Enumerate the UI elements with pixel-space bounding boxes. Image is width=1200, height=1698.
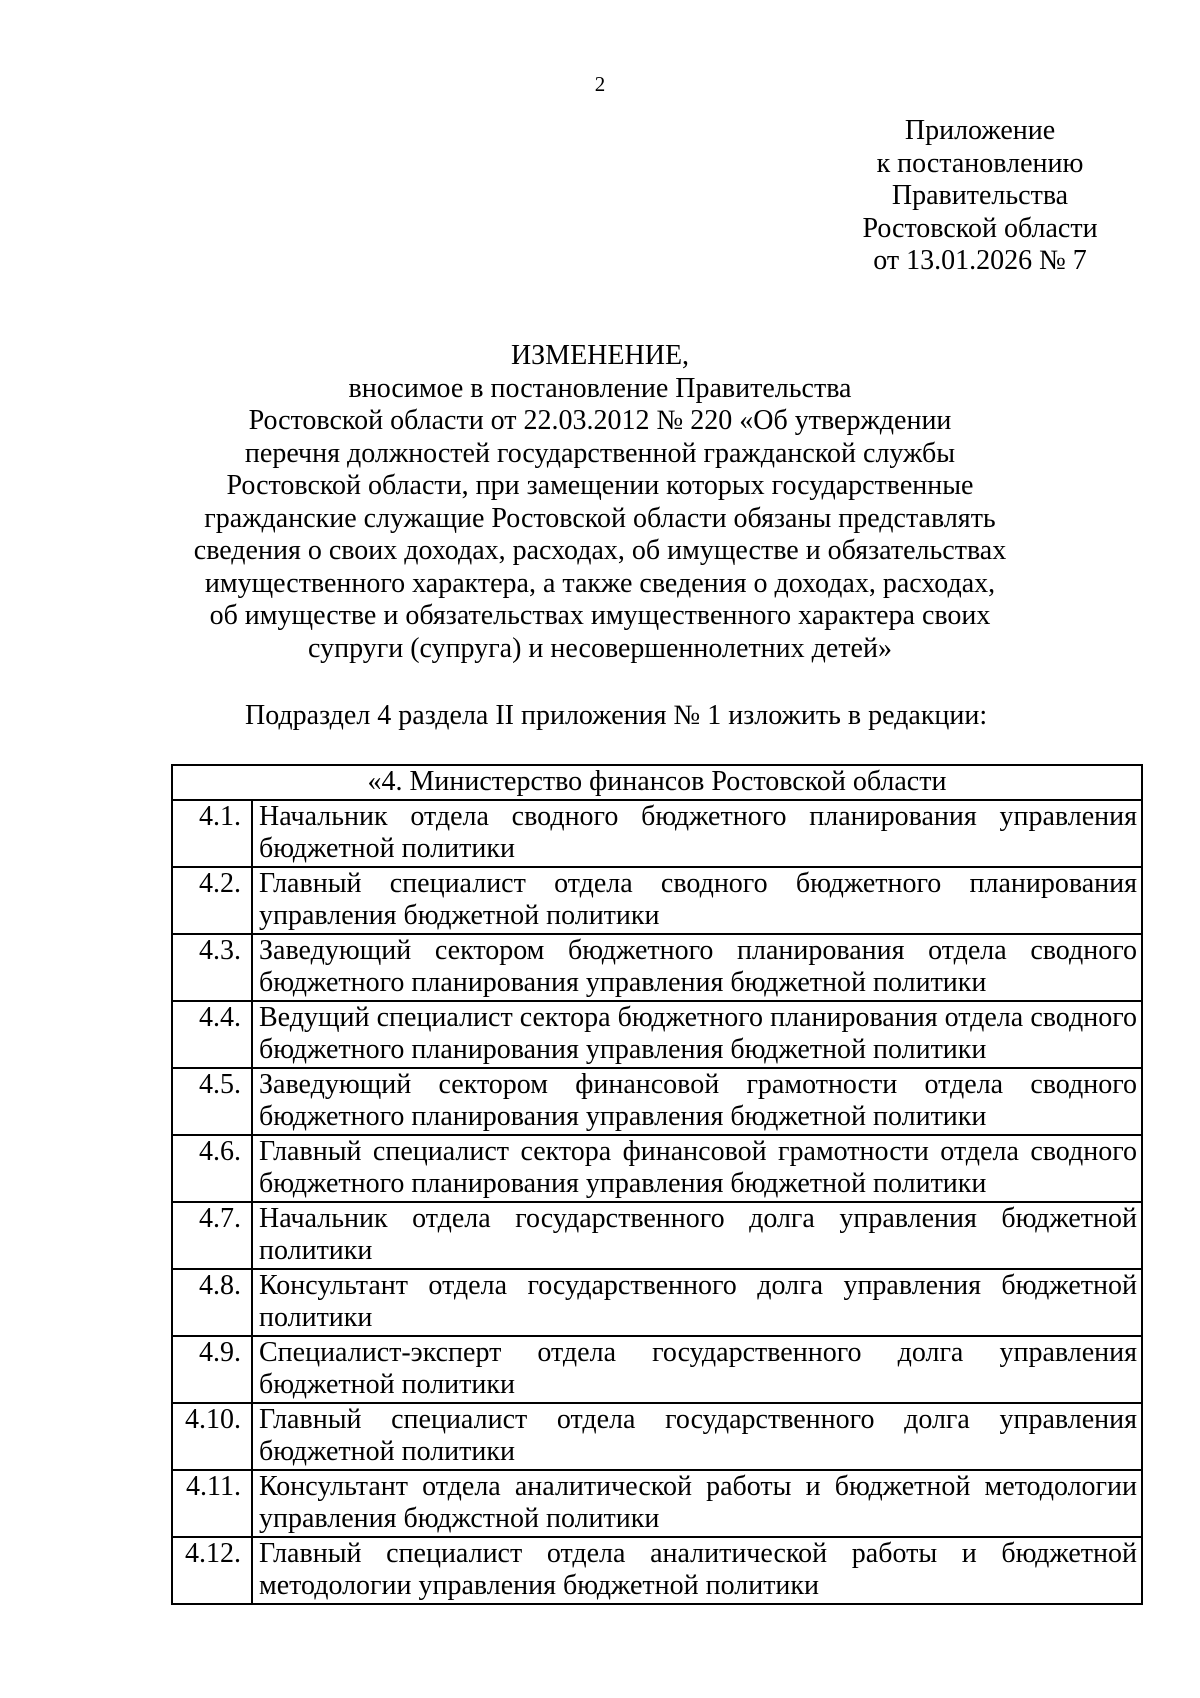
- heading-line: гражданские служащие Ростовской области обязаны представлять: [204, 502, 996, 534]
- heading-line: перечня должностей государственной гражданской службы: [244, 437, 956, 469]
- row-position: Консультант отдела аналитической работы и бюджетной методологии управления бюджстной политики: [252, 1470, 1142, 1537]
- row-number: 4.11.: [172, 1470, 252, 1537]
- row-position: Специалист-эксперт отдела государственного долга управления бюджетной политики: [252, 1336, 1142, 1403]
- heading-line: Ростовской области, при замещении которых государственные: [226, 470, 974, 501]
- row-number: 4.4.: [172, 1001, 252, 1068]
- row-position: Главный специалист отдела аналитической работы и бюджетной методологии управления бюджетной политики: [252, 1537, 1142, 1604]
- row-number: 4.10.: [172, 1403, 252, 1470]
- row-position: Начальник отдела сводного бюджетного планирования управления бюджетной политики: [252, 800, 1142, 867]
- appendix-line: Ростовской области: [862, 212, 1098, 244]
- document-heading: [150, 340, 1050, 665]
- row-number: 4.5.: [172, 1068, 252, 1135]
- table-row: [172, 867, 1142, 934]
- table-row: [172, 1269, 1142, 1336]
- row-number: 4.8.: [172, 1269, 252, 1336]
- positions-table: [171, 764, 1143, 1605]
- row-position: Ведущий специалист сектора бюджетного планирования отдела сводного бюджетного планирования управления бюджетной политики: [252, 1001, 1142, 1068]
- appendix-line: от 13.01.2026 № 7: [873, 245, 1087, 276]
- appendix-line: Приложение: [904, 115, 1056, 146]
- row-position: Главный специалист отдела государственного долга управления бюджетной политики: [252, 1403, 1142, 1470]
- heading-line: сведения о своих доходах, расходах, об имуществе и обязательствах: [193, 535, 1007, 566]
- table-header-row: [172, 765, 1142, 800]
- row-number: 4.2.: [172, 867, 252, 934]
- row-number: 4.9.: [172, 1336, 252, 1403]
- instruction-paragraph: Подраздел 4 раздела II приложения № 1 изложить в редакции:: [245, 700, 988, 731]
- table-row: [172, 1336, 1142, 1403]
- row-position: Заведующий сектором финансовой грамотности отдела сводного бюджетного планирования управления бюджетной политики: [252, 1068, 1142, 1135]
- heading-line: об имуществе и обязательствах имущественного характера своих: [209, 600, 991, 631]
- row-position: Главный специалист сектора финансовой грамотности отдела сводного бюджетного планирования управления бюджетной политики: [252, 1135, 1142, 1202]
- appendix-line: Правительства: [891, 180, 1069, 211]
- table-row: [172, 1001, 1142, 1068]
- table-row: [172, 1403, 1142, 1470]
- heading-line: супруги (супруга) и несовершеннолетних детей»: [308, 632, 892, 664]
- table-row: [172, 1537, 1142, 1604]
- row-position: Главный специалист отдела сводного бюджетного планирования управления бюджетной политики: [252, 867, 1142, 934]
- page-number: 2: [594, 72, 606, 96]
- row-number: 4.1.: [172, 800, 252, 867]
- table-row: [172, 1135, 1142, 1202]
- section-title: «4. Министерство финансов Ростовской области: [172, 765, 1142, 800]
- heading-line: Ростовской области от 22.03.2012 № 220 «Об утверждении: [248, 405, 952, 436]
- row-position: Заведующий сектором бюджетного планирования отдела сводного бюджетного планирования управления бюджетной политики: [252, 934, 1142, 1001]
- table-row: [172, 800, 1142, 867]
- table-row: [172, 934, 1142, 1001]
- appendix-block: [830, 115, 1130, 278]
- table-row: [172, 1202, 1142, 1269]
- row-position: Консультант отдела государственного долга управления бюджетной политики: [252, 1269, 1142, 1336]
- row-number: 4.12.: [172, 1537, 252, 1604]
- heading-line: имущественного характера, а также сведения о доходах, расходах,: [204, 567, 996, 599]
- table-row: [172, 1470, 1142, 1537]
- appendix-line: к постановлению: [876, 147, 1084, 179]
- heading-line: вносимое в постановление Правительства: [348, 372, 852, 404]
- row-number: 4.6.: [172, 1135, 252, 1202]
- row-number: 4.7.: [172, 1202, 252, 1269]
- table-row: [172, 1068, 1142, 1135]
- row-position: Начальник отдела государственного долга управления бюджетной политики: [252, 1202, 1142, 1269]
- row-number: 4.3.: [172, 934, 252, 1001]
- heading-title: ИЗМЕНЕНИЕ,: [510, 340, 690, 371]
